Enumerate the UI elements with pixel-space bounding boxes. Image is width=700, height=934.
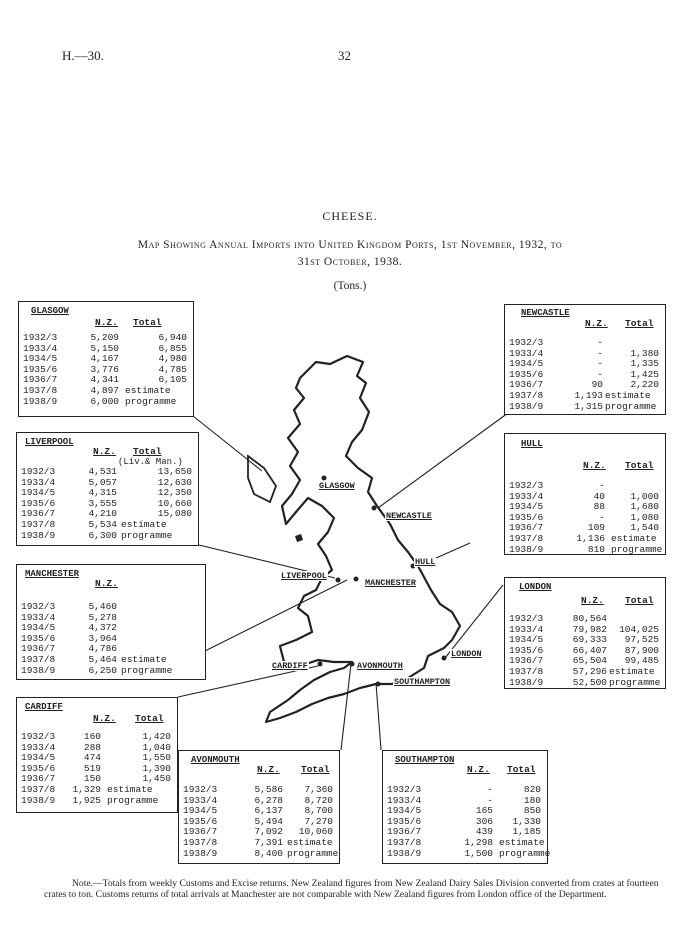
newcastle-row-total: programme <box>605 400 657 412</box>
liverpool-note: (Liv.& Man.) <box>118 457 183 467</box>
port-dot-southampton <box>376 682 381 687</box>
port-table-avonmouth <box>178 750 340 864</box>
map-label-manchester: MANCHESTER <box>365 578 417 588</box>
liverpool-row-nz: 4,531 <box>88 466 117 477</box>
cardiff-row-year: 1937/8 <box>21 784 56 795</box>
glasgow-row-nz: 4,897 <box>90 385 119 396</box>
liverpool-row-total: 12,350 <box>157 487 192 499</box>
map-label-glasgow: GLASGOW <box>319 481 355 491</box>
port-table-newcastle <box>504 304 666 415</box>
hull-row-nz: 109 <box>587 522 605 534</box>
southampton-row-year: 1934/5 <box>387 805 422 817</box>
cardiff-row-year: 1933/4 <box>21 741 56 753</box>
london-row-year: 1937/8 <box>509 666 544 677</box>
london-row-total: 87,900 <box>624 644 659 656</box>
newcastle-row-nz: 1,315 <box>574 400 603 412</box>
avonmouth-row-total: 7,360 <box>304 784 333 795</box>
manchester-row-nz: 5,460 <box>88 601 117 612</box>
liverpool-row-year: 1936/7 <box>21 508 56 520</box>
glasgow-row-year: 1932/3 <box>23 332 58 343</box>
cardiff-row-total: programme <box>107 794 159 806</box>
newcastle-row-nz: - <box>597 347 603 359</box>
hull-row-nz: 810 <box>587 543 605 555</box>
london-row-year: 1938/9 <box>509 676 544 688</box>
avonmouth-row-year: 1932/3 <box>183 784 218 795</box>
london-port-name: LONDON <box>519 582 552 592</box>
liverpool-row-total: 13,650 <box>157 466 192 477</box>
manchester-row-nz: 4,372 <box>88 622 117 634</box>
liverpool-row-year: 1935/6 <box>21 497 56 509</box>
avonmouth-row-nz: 7,092 <box>254 826 283 838</box>
port-table-cardiff <box>16 697 178 813</box>
cardiff-row-nz: 150 <box>83 773 101 785</box>
london-row-year: 1932/3 <box>509 613 544 624</box>
map-label-cardiff: CARDIFF <box>272 661 308 671</box>
london-row-nz: 52,500 <box>572 676 607 688</box>
hull-row-nz: 1,136 <box>576 533 605 544</box>
leader-lines <box>178 413 508 750</box>
london-row-year: 1934/5 <box>509 634 544 646</box>
avonmouth-row-nz: 5,586 <box>254 784 283 795</box>
unit-label: (Tons.) <box>333 280 367 292</box>
newcastle-row-year: 1938/9 <box>509 400 544 412</box>
cardiff-row-nz: 474 <box>83 752 101 764</box>
cardiff-row-nz: 288 <box>83 741 101 753</box>
cardiff-row-total: 1,420 <box>142 731 171 742</box>
avonmouth-row-total: programme <box>287 847 339 859</box>
manchester-row-year: 1935/6 <box>21 632 56 644</box>
cardiff-row-total: 1,550 <box>142 752 171 764</box>
hull-col-total: Total <box>625 460 654 471</box>
hull-row-total: 1,540 <box>630 522 659 534</box>
cardiff-col-total: Total <box>135 713 164 724</box>
newcastle-row-nz: 1,193 <box>574 390 603 401</box>
liverpool-row-nz: 5,057 <box>88 476 117 488</box>
newcastle-port-name: NEWCASTLE <box>521 308 570 318</box>
avonmouth-row-total: estimate <box>287 837 333 848</box>
liverpool-row-nz: 6,300 <box>88 529 117 541</box>
southampton-row-nz: 439 <box>475 826 493 838</box>
hull-row-total: 1,080 <box>630 511 659 523</box>
manchester-row-total: estimate <box>121 654 167 665</box>
manchester-row-year: 1936/7 <box>21 643 56 655</box>
glasgow-row-nz: 3,776 <box>90 363 119 375</box>
cardiff-row-year: 1935/6 <box>21 762 56 774</box>
port-dot-london <box>442 656 447 661</box>
london-row-total: estimate <box>609 666 655 677</box>
glasgow-row-total: 6,105 <box>158 374 187 386</box>
map-subtitle-2: 31st October, 1938. <box>297 256 403 268</box>
avonmouth-row-year: 1934/5 <box>183 805 218 817</box>
southampton-row-year: 1932/3 <box>387 784 422 795</box>
map-label-newcastle: NEWCASTLE <box>386 511 432 521</box>
southampton-row-nz: - <box>487 794 493 806</box>
hull-port-name: HULL <box>521 439 543 449</box>
hull-col-nz: N.Z. <box>583 460 606 471</box>
map-title: CHEESE. <box>322 209 378 223</box>
manchester-row-nz: 3,964 <box>88 632 117 644</box>
glasgow-col-nz: N.Z. <box>95 317 118 328</box>
cardiff-row-nz: 1,925 <box>72 794 101 806</box>
newcastle-row-year: 1932/3 <box>509 337 544 348</box>
port-dot-liverpool <box>336 578 341 583</box>
glasgow-row-nz: 5,150 <box>90 342 119 354</box>
cardiff-row-total: 1,040 <box>142 741 171 753</box>
glasgow-port-name: GLASGOW <box>31 306 69 316</box>
southampton-row-nz: 1,298 <box>464 837 493 848</box>
glasgow-row-year: 1936/7 <box>23 374 58 386</box>
cardiff-row-year: 1938/9 <box>21 794 56 806</box>
newcastle-row-year: 1933/4 <box>509 347 544 359</box>
manchester-row-total: programme <box>121 664 173 676</box>
glasgow-row-total: 4,980 <box>158 353 187 365</box>
london-row-total: 104,025 <box>619 623 659 635</box>
avonmouth-row-total: 7,270 <box>304 815 333 827</box>
hull-row-year: 1937/8 <box>509 533 544 544</box>
glasgow-row-total: 6,940 <box>158 332 187 343</box>
manchester-row-year: 1938/9 <box>21 664 56 676</box>
hull-row-year: 1932/3 <box>509 480 544 491</box>
map-label-liverpool: LIVERPOOL <box>281 571 327 581</box>
port-dot-cardiff <box>318 662 323 667</box>
southampton-port-name: SOUTHAMPTON <box>395 755 455 765</box>
liverpool-row-total: 10,660 <box>157 497 192 509</box>
leader-london <box>445 585 503 658</box>
manchester-row-year: 1937/8 <box>21 654 56 665</box>
avonmouth-row-year: 1935/6 <box>183 815 218 827</box>
hull-row-total: 1,680 <box>630 501 659 513</box>
cardiff-row-nz: 1,329 <box>72 784 101 795</box>
southampton-row-total: 1,330 <box>512 815 541 827</box>
newcastle-row-total: 2,220 <box>630 379 659 391</box>
newcastle-col-total: Total <box>625 318 654 329</box>
leader-manchester <box>205 580 347 651</box>
hull-row-nz: - <box>599 511 605 523</box>
port-dot-glasgow <box>322 476 327 481</box>
glasgow-col-total: Total <box>133 317 162 328</box>
avonmouth-row-total: 10,060 <box>298 826 333 838</box>
london-row-nz: 79,982 <box>572 623 607 635</box>
header-left: H.—30. <box>62 48 104 63</box>
port-dot-avonmouth <box>350 662 355 667</box>
cardiff-row-year: 1932/3 <box>21 731 56 742</box>
avonmouth-row-year: 1933/4 <box>183 794 218 806</box>
london-row-year: 1933/4 <box>509 623 544 635</box>
southampton-row-year: 1938/9 <box>387 847 422 859</box>
liverpool-row-total: 12,630 <box>157 476 192 488</box>
london-row-total: programme <box>609 676 661 688</box>
newcastle-row-year: 1935/6 <box>509 368 544 380</box>
manchester-row-nz: 6,250 <box>88 664 117 676</box>
glasgow-row-nz: 5,209 <box>90 332 119 343</box>
liverpool-row-nz: 4,210 <box>88 508 117 520</box>
avonmouth-row-year: 1936/7 <box>183 826 218 838</box>
glasgow-row-year: 1938/9 <box>23 395 58 407</box>
avonmouth-row-total: 8,720 <box>304 794 333 806</box>
manchester-port-name: MANCHESTER <box>25 569 80 579</box>
southampton-row-total: 820 <box>523 784 541 795</box>
hull-row-year: 1938/9 <box>509 543 544 555</box>
glasgow-row-total: programme <box>125 395 177 407</box>
manchester-row-year: 1933/4 <box>21 611 56 623</box>
liverpool-row-nz: 3,555 <box>88 497 117 509</box>
map-label-southampton: SOUTHAMPTON <box>394 677 451 687</box>
hull-row-year: 1936/7 <box>509 522 544 534</box>
leader-avonmouth <box>341 664 351 750</box>
hull-row-year: 1934/5 <box>509 501 544 513</box>
leader-newcastle <box>378 413 508 508</box>
newcastle-row-nz: - <box>597 368 603 380</box>
newcastle-row-nz: - <box>597 337 603 348</box>
isle-of-man <box>295 534 303 542</box>
avonmouth-col-total: Total <box>301 764 330 775</box>
cardiff-row-total: 1,390 <box>142 762 171 774</box>
leader-glasgow <box>193 416 262 471</box>
port-table-manchester <box>16 564 206 680</box>
glasgow-row-year: 1935/6 <box>23 363 58 375</box>
liverpool-row-total: estimate <box>121 519 167 530</box>
liverpool-row-year: 1937/8 <box>21 519 56 530</box>
newcastle-row-total: 1,335 <box>630 358 659 370</box>
southampton-row-total: 850 <box>523 805 541 817</box>
liverpool-row-year: 1934/5 <box>21 487 56 499</box>
cardiff-row-total: estimate <box>107 784 153 795</box>
cardiff-col-nz: N.Z. <box>93 713 116 724</box>
southampton-col-nz: N.Z. <box>467 764 490 775</box>
southampton-row-total: 1,185 <box>512 826 541 838</box>
newcastle-row-total: 1,425 <box>630 368 659 380</box>
london-row-nz: 57,296 <box>572 666 607 677</box>
map-label-london: LONDON <box>451 649 482 659</box>
southampton-row-total: 180 <box>523 794 541 806</box>
newcastle-row-nz: 90 <box>591 379 603 391</box>
southampton-row-total: programme <box>499 847 551 859</box>
footnote: Note.—Totals from weekly Customs and Excise returns. New Zealand figures from New Zealand Dairy Sales Division converted from crates at fourteen crates to ton. Customs returns of total arrivals at Manchester are not comparable with New Zealand figures from London office of the Department. <box>44 878 659 900</box>
manchester-col-nz: N.Z. <box>95 578 118 589</box>
avonmouth-col-nz: N.Z. <box>257 764 280 775</box>
cardiff-row-nz: 519 <box>83 762 101 774</box>
avonmouth-row-nz: 6,278 <box>254 794 283 806</box>
cardiff-row-nz: 160 <box>83 731 101 742</box>
southampton-row-year: 1937/8 <box>387 837 422 848</box>
glasgow-row-nz: 4,167 <box>90 353 119 365</box>
newcastle-row-year: 1936/7 <box>509 379 544 391</box>
manchester-row-nz: 4,786 <box>88 643 117 655</box>
page-number: 32 <box>338 48 351 63</box>
liverpool-row-nz: 5,534 <box>88 519 117 530</box>
southampton-row-nz: 306 <box>475 815 493 827</box>
glasgow-row-year: 1934/5 <box>23 353 58 365</box>
hull-row-nz: - <box>599 480 605 491</box>
liverpool-row-total: 15,080 <box>157 508 192 520</box>
liverpool-row-nz: 4,315 <box>88 487 117 499</box>
london-row-nz: 80,564 <box>572 613 607 624</box>
port-table-liverpool <box>16 432 199 546</box>
southampton-col-total: Total <box>507 764 536 775</box>
newcastle-row-total: estimate <box>605 390 651 401</box>
map-subtitle-1: Map Showing Annual Imports into United Kingdom Ports, 1st November, 1932, to <box>137 239 563 251</box>
london-row-year: 1936/7 <box>509 655 544 667</box>
southampton-row-total: estimate <box>499 837 545 848</box>
liverpool-row-year: 1932/3 <box>21 466 56 477</box>
liverpool-row-year: 1933/4 <box>21 476 56 488</box>
hull-row-total: 1,000 <box>630 490 659 502</box>
london-col-total: Total <box>625 595 654 606</box>
southampton-row-nz: - <box>487 784 493 795</box>
port-table-hull <box>504 433 666 555</box>
hull-row-total: programme <box>611 543 663 555</box>
glasgow-row-year: 1937/8 <box>23 385 58 396</box>
manchester-row-year: 1932/3 <box>21 601 56 612</box>
port-dot-manchester <box>354 577 359 582</box>
london-row-nz: 65,504 <box>572 655 607 667</box>
avonmouth-port-name: AVONMOUTH <box>191 755 240 765</box>
avonmouth-row-nz: 5,494 <box>254 815 283 827</box>
newcastle-row-total: 1,380 <box>630 347 659 359</box>
port-table-southampton <box>382 750 551 864</box>
london-row-total: 97,525 <box>624 634 659 646</box>
avonmouth-row-year: 1937/8 <box>183 837 218 848</box>
leader-southampton <box>376 683 381 750</box>
liverpool-row-year: 1938/9 <box>21 529 56 541</box>
manchester-row-nz: 5,278 <box>88 611 117 623</box>
glasgow-row-total: 4,785 <box>158 363 187 375</box>
newcastle-row-year: 1937/8 <box>509 390 544 401</box>
hull-row-year: 1933/4 <box>509 490 544 502</box>
avonmouth-row-nz: 8,400 <box>254 847 283 859</box>
hull-row-total: estimate <box>611 533 657 544</box>
newcastle-row-year: 1934/5 <box>509 358 544 370</box>
cardiff-row-year: 1934/5 <box>21 752 56 764</box>
avonmouth-row-nz: 7,391 <box>254 837 283 848</box>
manchester-row-year: 1934/5 <box>21 622 56 634</box>
london-row-total: 99,485 <box>624 655 659 667</box>
glasgow-row-nz: 4,341 <box>90 374 119 386</box>
avonmouth-row-nz: 6,137 <box>254 805 283 817</box>
avonmouth-row-year: 1938/9 <box>183 847 218 859</box>
liverpool-port-name: LIVERPOOL <box>25 437 74 447</box>
southampton-row-year: 1936/7 <box>387 826 422 838</box>
avonmouth-row-total: 8,700 <box>304 805 333 817</box>
port-table-glasgow <box>18 301 194 417</box>
port-dot-newcastle <box>372 506 377 511</box>
hull-row-nz: 88 <box>593 501 605 513</box>
glasgow-row-total: estimate <box>125 385 171 396</box>
london-col-nz: N.Z. <box>581 595 604 606</box>
newcastle-row-nz: - <box>597 358 603 370</box>
newcastle-col-nz: N.Z. <box>585 318 608 329</box>
london-row-year: 1935/6 <box>509 644 544 656</box>
cardiff-row-total: 1,450 <box>142 773 171 785</box>
cardiff-port-name: CARDIFF <box>25 702 63 712</box>
liverpool-row-total: programme <box>121 529 173 541</box>
liverpool-col-total: Total <box>133 446 162 457</box>
glasgow-row-year: 1933/4 <box>23 342 58 354</box>
london-row-nz: 66,407 <box>572 644 607 656</box>
liverpool-col-nz: N.Z. <box>93 446 116 457</box>
map-label-avonmouth: AVONMOUTH <box>357 661 403 671</box>
southampton-row-nz: 1,500 <box>464 847 493 859</box>
map-label-hull: HULL <box>415 557 436 567</box>
london-row-nz: 69,333 <box>572 634 607 646</box>
hull-row-nz: 40 <box>593 490 605 502</box>
cardiff-row-year: 1936/7 <box>21 773 56 785</box>
southampton-row-year: 1935/6 <box>387 815 422 827</box>
southampton-row-nz: 165 <box>475 805 493 817</box>
southampton-row-year: 1933/4 <box>387 794 422 806</box>
hull-row-year: 1935/6 <box>509 511 544 523</box>
glasgow-row-total: 6,855 <box>158 342 187 354</box>
port-table-london <box>504 577 666 689</box>
glasgow-row-nz: 6,000 <box>90 395 119 407</box>
manchester-row-nz: 5,464 <box>88 654 117 665</box>
